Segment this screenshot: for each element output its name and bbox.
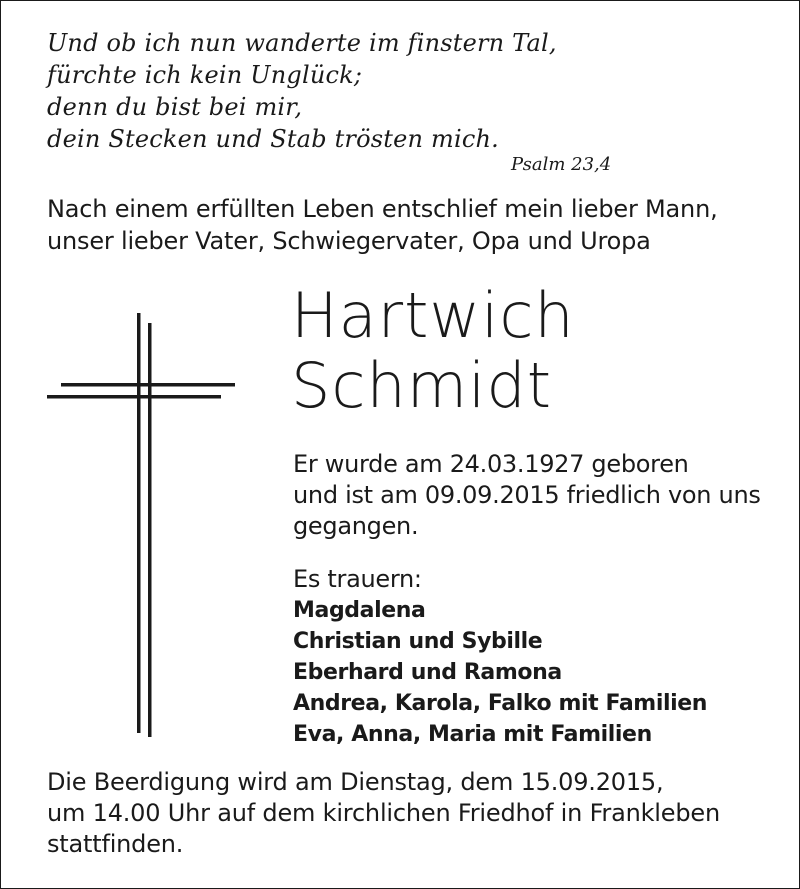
funeral-line: stattfinden. bbox=[47, 830, 184, 858]
mourner-name: Andrea, Karola, Falko mit Familien bbox=[293, 691, 708, 716]
mourners-heading: Es trauern: bbox=[293, 565, 422, 593]
intro-text bbox=[47, 193, 718, 257]
funeral-line: Die Beerdigung wird am Dienstag, dem 15.09.2015, bbox=[47, 768, 664, 796]
verse-line: Und ob ich nun wanderte im finstern Tal, bbox=[47, 29, 557, 57]
mourner-name: Christian und Sybille bbox=[293, 629, 543, 654]
life-line: Er wurde am 24.03.1927 geboren bbox=[293, 450, 689, 478]
intro-line: unser lieber Vater, Schwiegervater, Opa und Uropa bbox=[47, 227, 651, 255]
life-line: gegangen. bbox=[293, 512, 419, 540]
intro-line: Nach einem erfüllten Leben entschlief mein lieber Mann, bbox=[47, 195, 718, 223]
life-line: und ist am 09.09.2015 friedlich von uns bbox=[293, 481, 761, 509]
deceased-first-name: Hartwich bbox=[291, 279, 575, 352]
deceased-name bbox=[291, 281, 575, 421]
mourner-name: Eva, Anna, Maria mit Familien bbox=[293, 722, 652, 747]
funeral-line: um 14.00 Uhr auf dem kirchlichen Friedhof in Frankleben bbox=[47, 799, 720, 827]
mourner-name: Eberhard und Ramona bbox=[293, 660, 562, 685]
deceased-last-name: Schmidt bbox=[291, 349, 553, 422]
bible-verse bbox=[47, 27, 557, 155]
funeral-info bbox=[47, 767, 720, 860]
verse-line: dein Stecken und Stab trösten mich. bbox=[47, 125, 499, 153]
mourners-list bbox=[293, 564, 707, 750]
double-line-cross-icon bbox=[45, 313, 239, 739]
verse-line: denn du bist bei mir, bbox=[47, 93, 303, 121]
life-dates bbox=[293, 449, 761, 542]
mourner-name: Magdalena bbox=[293, 598, 426, 623]
verse-line: fürchte ich kein Unglück; bbox=[47, 61, 363, 89]
verse-reference: Psalm 23,4 bbox=[511, 154, 612, 175]
